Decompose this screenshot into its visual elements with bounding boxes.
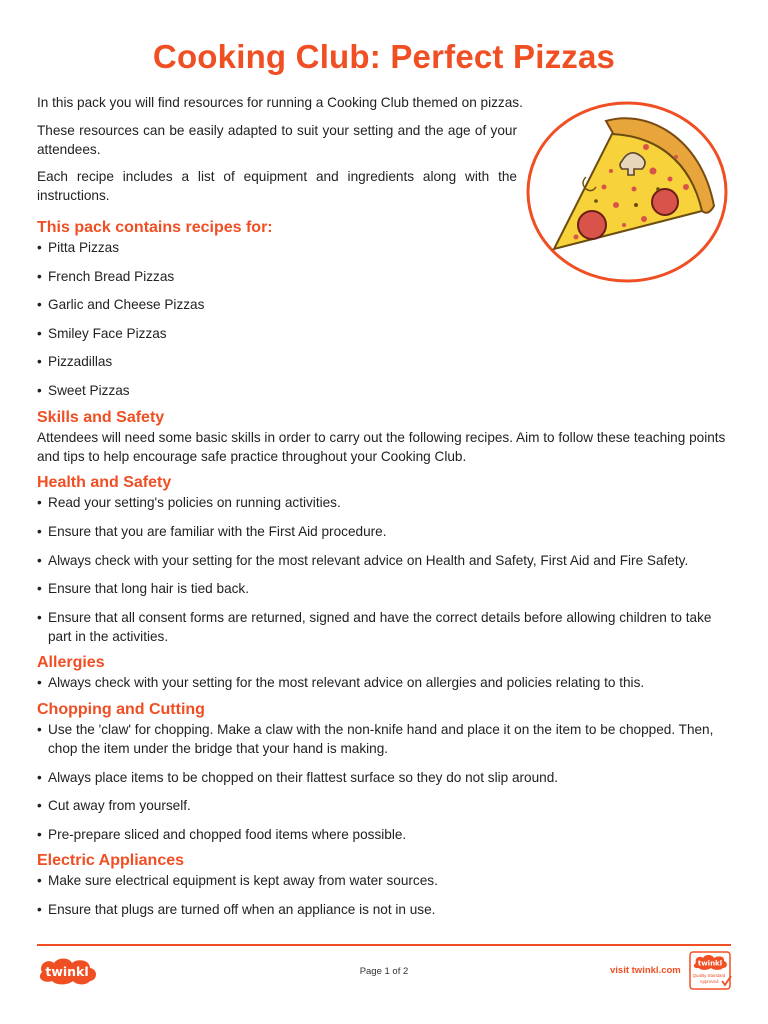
badge-brand: twinkl — [697, 959, 723, 968]
recipe-item: • Sweet Pizzas — [37, 382, 733, 401]
allergies-list — [37, 674, 733, 693]
health-item: • Ensure that you are familiar with the First Aid procedure. — [37, 523, 733, 542]
chopping-item: • Use the 'claw' for chopping. Make a claw with the non-knife hand and place it on the item to be chopped. Then, chop the item under the bridge that your hand is making. — [37, 721, 733, 759]
recipe-item: • Pitta Pizzas — [37, 239, 733, 258]
badge-line2: Approved — [699, 979, 719, 984]
electric-item: • Make sure electrical equipment is kept away from water sources. — [37, 872, 733, 891]
health-list — [37, 494, 733, 646]
recipe-item: • Smiley Face Pizzas — [37, 325, 733, 344]
page-title: Cooking Club: Perfect Pizzas — [152, 38, 616, 75]
recipes-heading: This pack contains recipes for: — [37, 218, 273, 236]
allergies-section — [37, 652, 733, 693]
chopping-heading: Chopping and Cutting — [37, 701, 205, 719]
intro-paragraph: These resources can be easily adapted to suit your setting and the age of your attendees. — [37, 122, 517, 157]
allergies-item: • Always check with your setting for the most relevant advice on allergies and policies relating to this. — [37, 674, 733, 693]
recipes-list — [37, 239, 733, 401]
skills-text: Attendees will need some basic skills in order to carry out the following recipes. Aim to follow these teaching points and tips to help encourage safe practice throughout your Cooking Club. — [37, 429, 726, 464]
health-item: • Always check with your setting for the most relevant advice on Health and Safety, First Aid and Fire Safety. — [37, 552, 733, 571]
electric-item: • Ensure that plugs are turned off when an appliance is not in use. — [37, 901, 733, 920]
chopping-item: • Cut away from yourself. — [37, 797, 733, 816]
electric-section — [37, 850, 733, 919]
chopping-list — [37, 721, 733, 844]
skills-heading: Skills and Safety — [37, 408, 165, 426]
health-section — [37, 472, 733, 646]
recipe-item: • Garlic and Cheese Pizzas — [37, 296, 733, 315]
recipe-item: • French Bread Pizzas — [37, 268, 733, 287]
intro-paragraph: In this pack you will find resources for running a Cooking Club themed on pizzas. — [37, 95, 523, 110]
health-item: • Read your setting's policies on running activities. — [37, 494, 733, 513]
footer-link[interactable]: visit twinkl.com — [610, 965, 681, 976]
chopping-item: • Always place items to be chopped on their flattest surface so they do not slip around. — [37, 769, 733, 788]
skills-section — [37, 407, 733, 467]
intro-paragraph: Each recipe includes a list of equipment and ingredients along with the instructions. — [37, 169, 517, 204]
recipe-item: • Pizzadillas — [37, 353, 733, 372]
intro-section — [37, 94, 733, 206]
health-heading: Health and Safety — [37, 474, 172, 492]
quality-badge-icon — [689, 951, 733, 991]
badge-line1: Quality Standard — [692, 973, 726, 978]
chopping-section — [37, 699, 733, 844]
quality-badge — [689, 951, 733, 991]
footer-divider — [37, 944, 731, 946]
document-body — [37, 94, 733, 920]
page-number: Page 1 of 2 — [359, 966, 409, 977]
electric-heading: Electric Appliances — [37, 852, 185, 870]
health-item: • Ensure that long hair is tied back. — [37, 580, 733, 599]
health-item: • Ensure that all consent forms are returned, signed and have the correct details before allowing children to take part in the activities. — [37, 609, 733, 647]
chopping-item: • Pre-prepare sliced and chopped food items where possible. — [37, 826, 733, 845]
electric-list — [37, 872, 733, 919]
allergies-heading: Allergies — [37, 654, 105, 672]
logo-text: twinkl — [45, 964, 89, 979]
